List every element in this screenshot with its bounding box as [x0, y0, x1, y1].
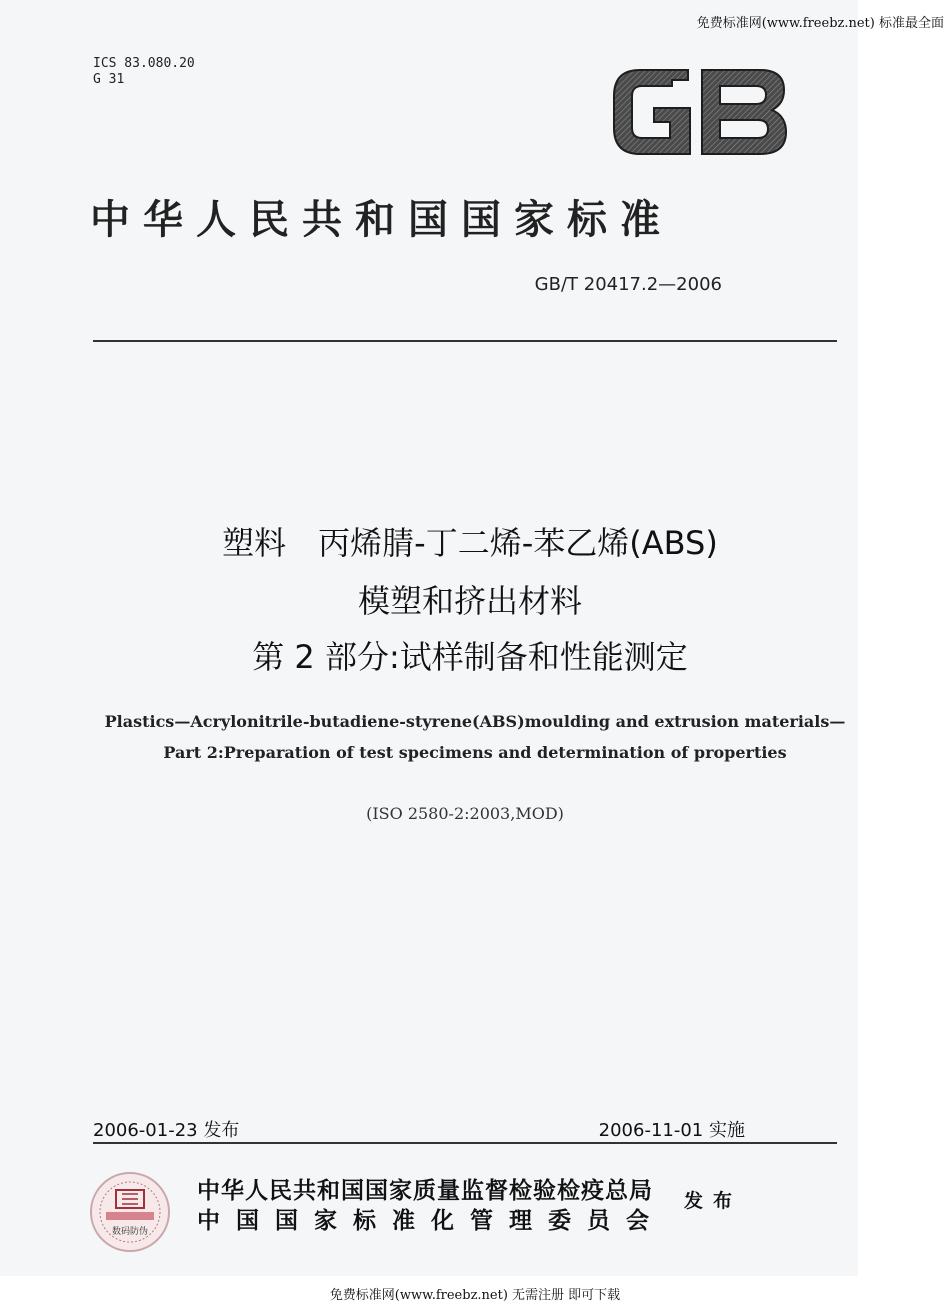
footer-divider [93, 1142, 837, 1144]
gb-logo [610, 66, 788, 158]
english-title-line-2: Part 2:Preparation of test specimens and determination of properties [163, 743, 787, 762]
publish-label: 发布 [684, 1190, 743, 1212]
issuer-sac: 中国国家标准化管理委员会 [197, 1207, 665, 1234]
chinese-title-line-1: 塑料 丙烯腈-丁二烯-苯乙烯(ABS) [222, 524, 718, 562]
ics-code: ICS 83.080.20 [93, 56, 195, 71]
seal-icon [88, 1170, 172, 1254]
english-title-line-1: Plastics—Acrylonitrile-butadiene-styrene(ABS)moulding and extrusion materials— [104, 712, 846, 731]
header-divider [93, 340, 837, 342]
issuer-aqsiq: 中华人民共和国国家质量监督检验检疫总局 [197, 1177, 653, 1204]
chinese-title-line-2: 模塑和挤出材料 [357, 582, 582, 620]
watermark-top: 免费标准网(www.freebz.net) 标准最全面 [696, 16, 944, 31]
chinese-title-line-3: 第 2 部分:试样制备和性能测定 [252, 638, 688, 676]
implementation-date: 2006-11-01 实施 [598, 1120, 745, 1141]
issue-date: 2006-01-23 发布 [93, 1120, 240, 1141]
iso-equivalence: (ISO 2580-2:2003,MOD) [366, 804, 564, 823]
seal-label: 数码防伪 [111, 1227, 149, 1237]
ccs-code: G 31 [93, 72, 125, 87]
anti-counterfeit-seal [88, 1170, 172, 1254]
national-standard-title: 中华人民共和国国家标准 [90, 196, 673, 243]
watermark-bottom: 免费标准网(www.freebz.net) 无需注册 即可下载 [329, 1288, 621, 1303]
classification-codes [93, 56, 195, 88]
standard-number: GB/T 20417.2—2006 [534, 274, 722, 295]
